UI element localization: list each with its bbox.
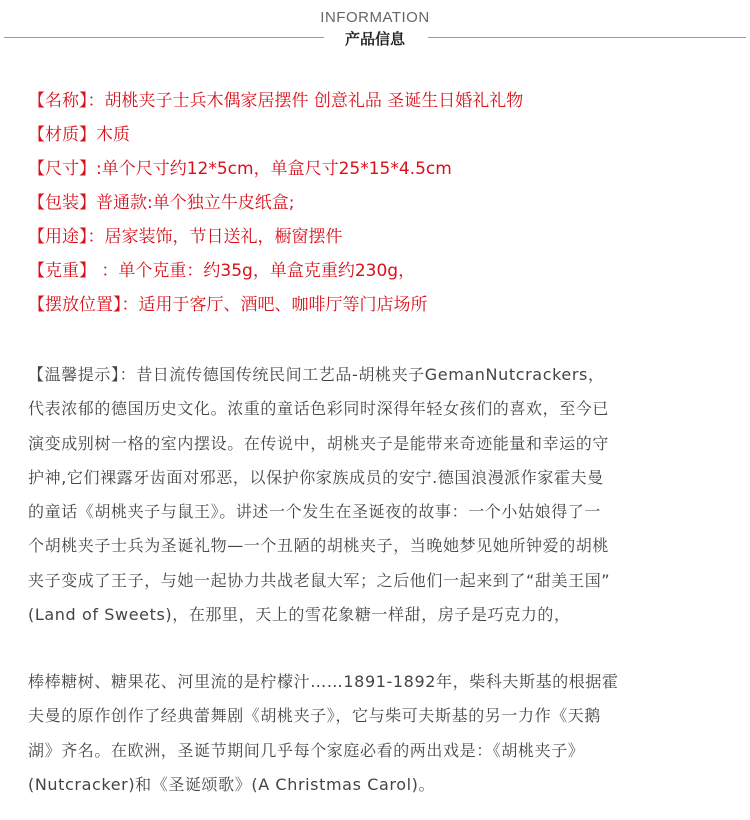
- description-line: (Land of Sweets)，在那里，天上的雪花象糖一样甜，房子是巧克力的，: [28, 605, 571, 625]
- spec-usage: 【用途】：居家装饰，节日送礼，橱窗摆件: [28, 227, 343, 247]
- spec-weight: 【克重】 ：单个克重：约35g，单盒克重约230g，: [28, 261, 416, 281]
- description-line: 湖》齐名。在欧洲，圣诞节期间几乎每个家庭必看的两出戏是：《胡桃夹子》: [28, 740, 585, 760]
- description-line: 夫曼的原作创作了经典蕾舞剧《胡桃夹子》，它与柴可夫斯基的另一力作《天鹅: [28, 706, 602, 726]
- description-line: 代表浓郁的德国历史文化。浓重的童话色彩同时深得年轻女孩们的喜欢，至今已: [28, 399, 610, 419]
- description-line: 护神,它们裸露牙齿面对邪恶，以保护你家族成员的安宁.德国浪漫派作家霍夫曼: [28, 467, 604, 487]
- spec-packaging: 【包装】普通款:单个独立牛皮纸盒;: [28, 193, 295, 213]
- description-line: 夹子变成了王子，与她一起协力共战老鼠大军；之后他们一起来到了“甜美王国”: [28, 570, 611, 590]
- spec-material: 【材质】木质: [28, 125, 130, 145]
- spec-placement: 【摆放位置】：适用于客厅、酒吧、咖啡厅等门店场所: [28, 295, 428, 315]
- description-line: (Nutcracker)和《圣诞颂歌》(A Christmas Carol)。: [28, 774, 436, 794]
- description-paragraph-2: [28, 668, 733, 805]
- section-header: [0, 0, 750, 56]
- description-line: 【温馨提示】：昔日流传德国传统民间工艺品-胡桃夹子GemanNutcrackers，: [28, 365, 605, 384]
- description-line: 的童话《胡桃夹子与鼠王》。讲述一个发生在圣诞夜的故事：一个小姑娘得了一: [28, 502, 602, 522]
- description-line: 演变成别树一格的室内摆设。在传说中，胡桃夹子是能带来奇迹能量和幸运的守: [28, 433, 610, 453]
- header-title-en: INFORMATION: [320, 9, 430, 26]
- description-line: 个胡桃夹子士兵为圣诞礼物—一个丑陋的胡桃夹子，当晚她梦见她所钟爱的胡桃: [28, 536, 610, 556]
- spec-size: 【尺寸】:单个尺寸约12*5cm，单盒尺寸25*15*4.5cm: [28, 159, 452, 179]
- spec-list: [28, 88, 738, 326]
- description-line: 棒棒糖树、糖果花、河里流的是柠檬汁……1891-1892年，柴科夫斯基的根据霍: [28, 672, 619, 691]
- header-title-cn: 产品信息: [344, 30, 405, 48]
- header-divider-right: [428, 37, 746, 38]
- spec-name: 【名称】：胡桃夹子士兵木偶家居摆件 创意礼品 圣诞生日婚礼礼物: [28, 91, 524, 111]
- description-paragraph-1: [28, 361, 733, 635]
